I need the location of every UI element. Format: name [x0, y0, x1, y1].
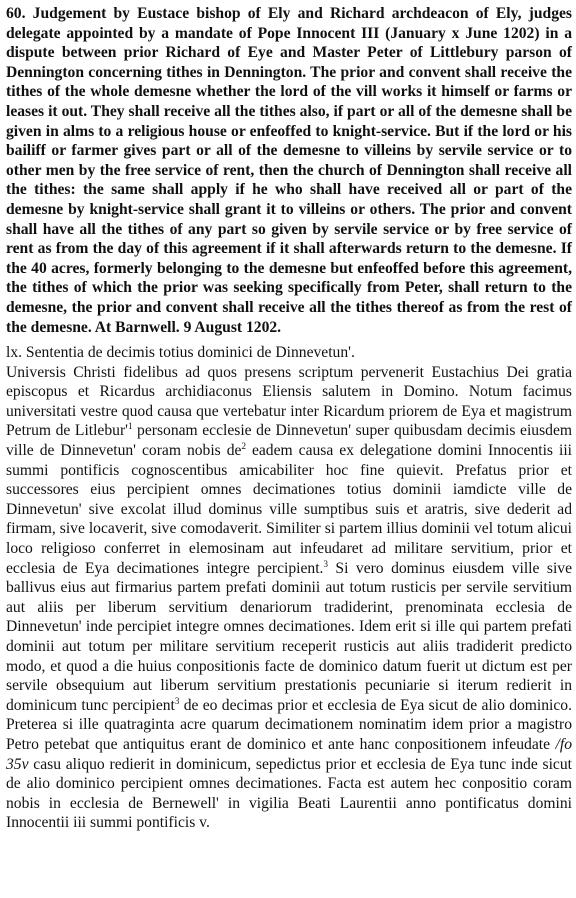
footnote-marker: 3: [174, 695, 180, 706]
latin-text: [6, 363, 572, 833]
english-summary: 60. Judgement by Eustace bishop of Ely and Richard archdeacon of Ely, judges delegate appointed by a mandate of Pope Innocent III (January x June 1202) in a dispute between prior Richard of Eye and Master Peter of Littlebury parson of Dennington concerning tithes in Dennington. The prior and convent shall receive the tithes of the whole demesne whether the lord of the vill works it himself or farms or leases it out. They shall receive all the tithes also, if part or all of the demesne shall be given in alms to a religious house or enfeoffed to knight-service. But if the lord or his bailiff or farmer gives part or all of the demesne to villeins by servile service or to other men by the free service of rent, then the church of Dennington shall receive all the tithes: the same shall apply if he who shall have received all or part of the demesne by knight-service shall grant it to villeins or others. The prior and convent shall have all the tithes of any part so given by servile service or by free service of rent as from the day of this agreement if it shall afterwards return to the demesne. If the 40 acres, formerly belonging to the demesne but enfeoffed before this agreement, the tithes of which the prior was seeking specifically from Peter, shall return to the demesne, the prior and convent shall receive all the tithes thereof as from the rest of the demesne. At Barnwell. 9 August 1202.: [6, 5, 572, 336]
document-page: [6, 4, 572, 833]
footnote-marker: 2: [241, 440, 246, 451]
latin-text-part: personam ecclesie de Dinnevetun' super quibusdam decimis eiusdem ville de Dinnevetun' coram nobis de: [6, 422, 572, 460]
latin-text-part: casu aliquo redierit in dominicum, sepedictus prior et ecclesia de Eya tunc inde sicut de alio dominico percipient omnes decimationes. Facta est autem hec conpositio coram nobis in ecclesia de Bernewell' in vigilia Beati Laurentii anno pontificatus domini Innocentii iii summi pontificis v.: [6, 755, 572, 832]
latin-heading: lx. Sententia de decimis totius dominici de Dinnevetun'.: [6, 344, 355, 362]
footnote-marker: 3: [323, 558, 328, 569]
latin-text-part: de eo decimas prior et ecclesia de Eya sicut de alio dominico. Preterea si ille quatraginta acre quarum decimationem nominatim idem prior a magistro Petro petebat que antiquitus erant de dominico et ante hanc conpositionem infeudate: [6, 696, 572, 753]
latin-text-part: Universis Christi fidelibus ad quos presens scriptum pervenerit Eustachius Dei gratia episcopus et Ricardus archidiaconus Eliensis salutem in Domino. Notum facimus universitati vestre quod causa que vertebatur inter Ricardum priorem de Eya et magistrum Petrum de Litlebur': [6, 363, 572, 440]
latin-text-part: Si vero dominus eiusdem ville sive ballivus eius aut firmarius partem prefati dominii aut totum rusticis per servile servitium aut aliis per liberum servitium denariorum tradiderint, prenominata ecclesia de Dinnevetun' inde percipiet integre omnes decimationes. Idem erit si ille qui partem prefati dominii aut totum per militare servitium receperit rusticis aut aliis tradiderit predicto modo, et quod a die huius conpositionis facte de dominico datum fuerit ut dictum est per servile obsequium aut liberum servitium prestationis pecuniarie si iterum redierit in dominicum tunc percipient: [6, 559, 572, 714]
footnote-marker: 1: [127, 421, 133, 432]
folio-reference: /fo 35v: [6, 735, 572, 773]
latin-text-part: eadem causa ex delegatione domini Innocentis iii summi pontificis cognoscentibus amicabiliter hoc fine quievit. Prefatus prior et successores eius percipient omnes decimationes totius dominii iamdicte ville de Dinnevetun' sive excolat illud dominus ville sumptibus suis et aratris, sive dederit ad firmam, sive locaverit, sive comodaverit. Similiter si partem illius dominii vel totum alicui loco religioso conferret in elemosinam aut infeudaret ad militare servitium, prior et ecclesia de Eya decimationes integre percipient.: [6, 442, 572, 577]
